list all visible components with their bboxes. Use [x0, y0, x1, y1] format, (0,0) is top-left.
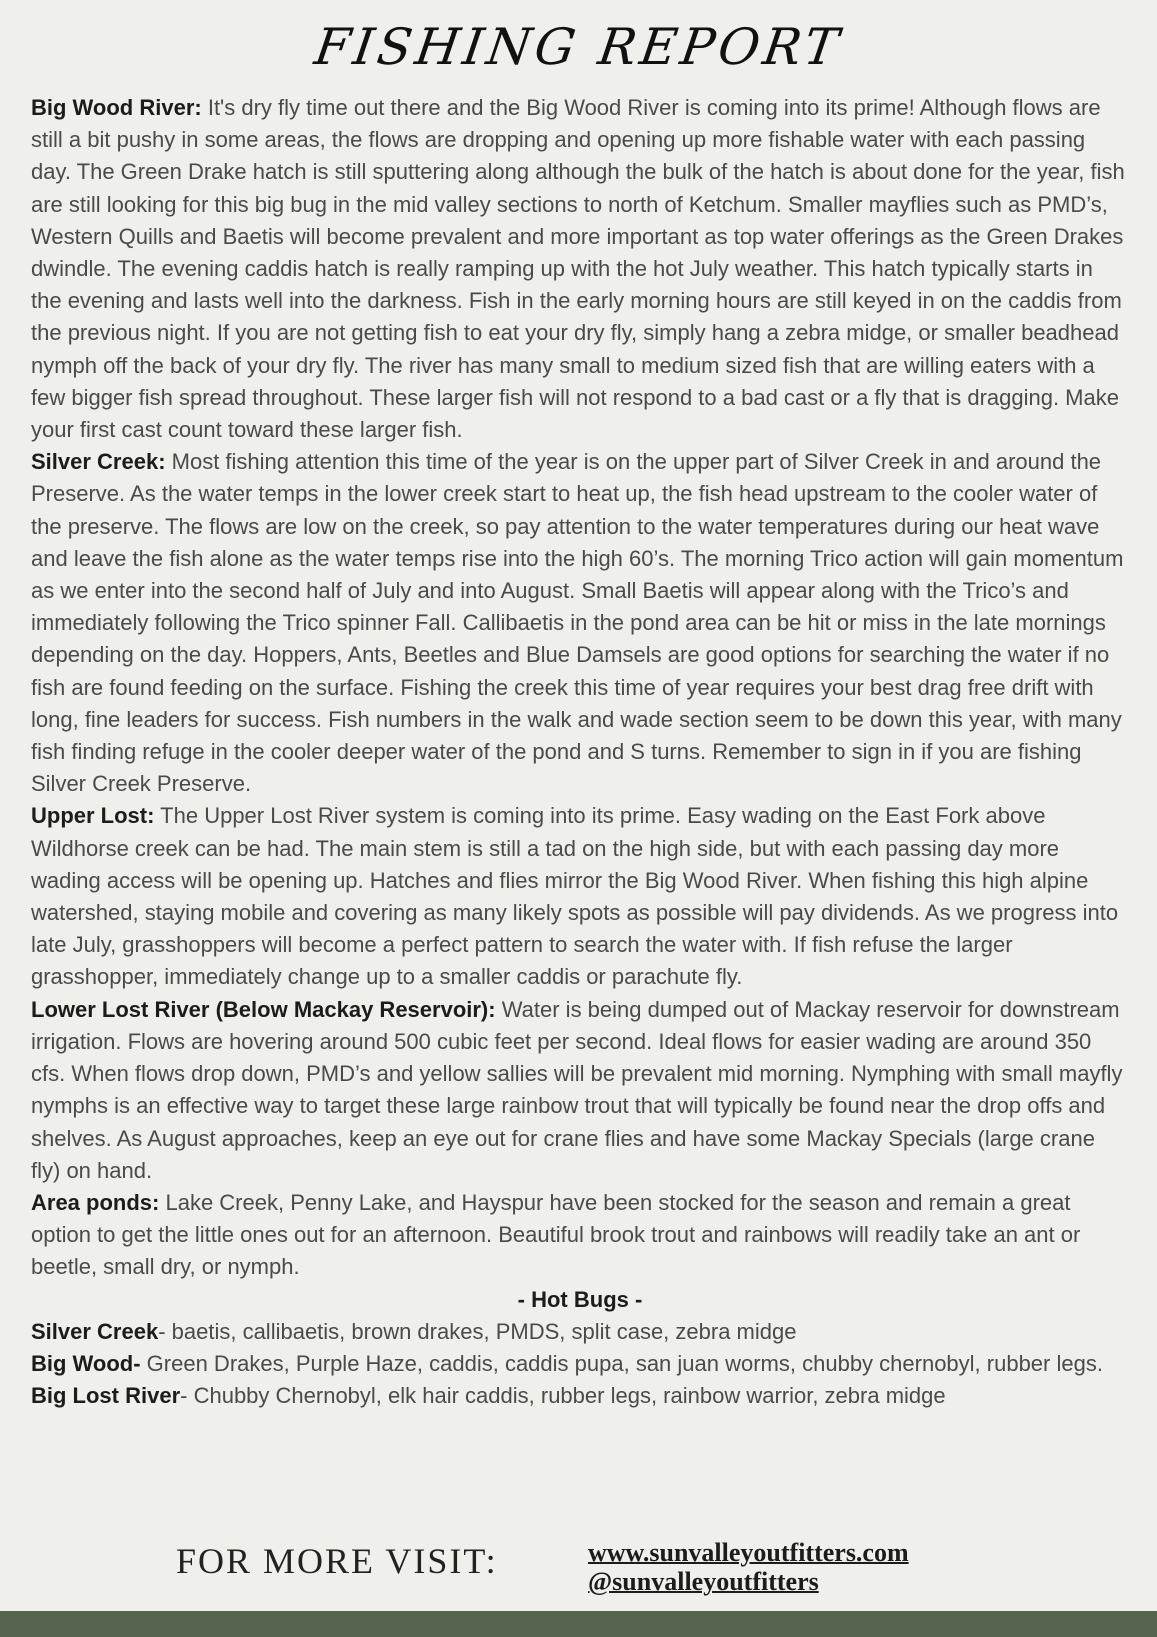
hot-bugs-list: - baetis, callibaetis, brown drakes, PMDS, split case, zebra midge [158, 1318, 797, 1344]
report-section-silver-creek [31, 446, 1129, 800]
hot-bugs-list: - Chubby Chernobyl, elk hair caddis, rubber legs, rainbow warrior, zebra midge [180, 1383, 946, 1409]
section-body: It's dry fly time out there and the Big Wood River is coming into its prime! Although flows are still a bit pushy in some areas, the flows are dropping and opening up more fishable water with each passing day. The Green Drake hatch is still sputtering along although the bulk of the hatch is about done for the year, fish are still looking for this big bug in the mid valley sections to north of Ketchum. Smaller mayflies such as PMD’s, Western Quills and Baetis will become prevalent and more important as top water offerings as the Green Drakes dwindle. The evening caddis hatch is really ramping up with the hot July weather. This hatch typically starts in the evening and lasts well into the darkness. Fish in the early morning hours are still keyed in on the caddis from the previous night. If you are not getting fish to eat your dry fly, simply hang a zebra midge, or smaller beadhead nymph off the back of your dry fly. The river has many small to medium sized fish that are willing eaters with a few bigger fish spread throughout. These larger fish will not respond to a bad cast or a fly that is dragging. Make your first cast count toward these larger fish. [31, 95, 1125, 443]
report-section-upper-lost [31, 800, 1129, 993]
page-title: FISHING REPORT [311, 18, 846, 76]
section-heading: Upper Lost: [31, 803, 155, 829]
hot-bugs-silver-creek [31, 1316, 1129, 1348]
social-handle-link[interactable]: @sunvalleyoutfitters [588, 1567, 819, 1596]
report-section-area-ponds [31, 1187, 1129, 1284]
section-body: The Upper Lost River system is coming into its prime. Easy wading on the East Fork above Wildhorse creek can be had. The main stem is still a tad on the high side, but with each passing day more wading access will be opening up. Hatches and flies mirror the Big Wood River. When fishing this high alpine watershed, staying mobile and covering as many likely spots as possible will pay dividends. As we progress into late July, grasshoppers will become a perfect pattern to search the water with. If fish refuse the larger grasshopper, immediately change up to a smaller caddis or parachute fly. [31, 803, 1119, 990]
report-section-lower-lost [31, 994, 1129, 1187]
report-section-big-wood [31, 92, 1129, 446]
bottom-bar [0, 1611, 1157, 1637]
website-link[interactable]: www.sunvalleyoutfitters.com [588, 1538, 909, 1567]
footer-label: FOR MORE VISIT: [176, 1541, 498, 1581]
section-heading: Lower Lost River (Below Mackay Reservoir): [31, 996, 496, 1022]
hot-bugs-big-wood-and-big-lost [31, 1348, 1129, 1412]
report-body [31, 92, 1129, 1412]
section-body: Lake Creek, Penny Lake, and Hayspur have been stocked for the season and remain a great option to get the little ones out for an afternoon. Beautiful brook trout and rainbows will readily take an ant or beetle, small dry, or nymph. [31, 1189, 1081, 1280]
section-body: Water is being dumped out of Mackay reservoir for downstream irrigation. Flows are hovering around 500 cubic feet per second. Ideal flows for easier wading are around 350 cfs. When flows drop down, PMD’s and yellow sallies will be prevalent mid morning. Nymphing with small mayfly nymphs is an effective way to target these large rainbow trout that will typically be found near the drop offs and shelves. As August approaches, keep an eye out for crane flies and have some Mackay Specials (large crane fly) on hand. [31, 996, 1123, 1183]
hot-bugs-label: Silver Creek [31, 1318, 159, 1344]
section-heading: Area ponds: [31, 1189, 160, 1215]
section-heading: Big Wood River: [31, 95, 202, 120]
footer-links [588, 1538, 909, 1596]
hot-bugs-label: Big Lost River [31, 1383, 181, 1409]
hot-bugs-list: Green Drakes, Purple Haze, caddis, caddis pupa, san juan worms, chubby chernobyl, rubber legs. [140, 1350, 1103, 1376]
section-body: Most fishing attention this time of the year is on the upper part of Silver Creek in and around the Preserve. As the water temps in the lower creek start to heat up, the fish head upstream to the cooler water of the preserve. The flows are low on the creek, so pay attention to the water temperatures during our heat wave and leave the fish alone as the water temps rise into the high 60’s. The morning Trico action will gain momentum as we enter into the second half of July and into August. Small Baetis will appear along with the Trico’s and immediately following the Trico spinner Fall. Callibaetis in the pond area can be hit or miss in the late mornings depending on the day. Hoppers, Ants, Beetles and Blue Damsels are good options for searching the water if no fish are found feeding on the surface. Fishing the creek this time of year requires your best drag free drift with long, fine leaders for success. Fish numbers in the walk and wade section seem to be down this year, with many fish finding refuge in the cooler deeper water of the pond and S turns. Remember to sign in if you are fishing Silver Creek Preserve. [31, 449, 1124, 797]
section-heading: Silver Creek: [31, 449, 166, 475]
hot-bugs-label: Big Wood- [31, 1350, 141, 1376]
hot-bugs-title: - Hot Bugs - [517, 1286, 643, 1312]
